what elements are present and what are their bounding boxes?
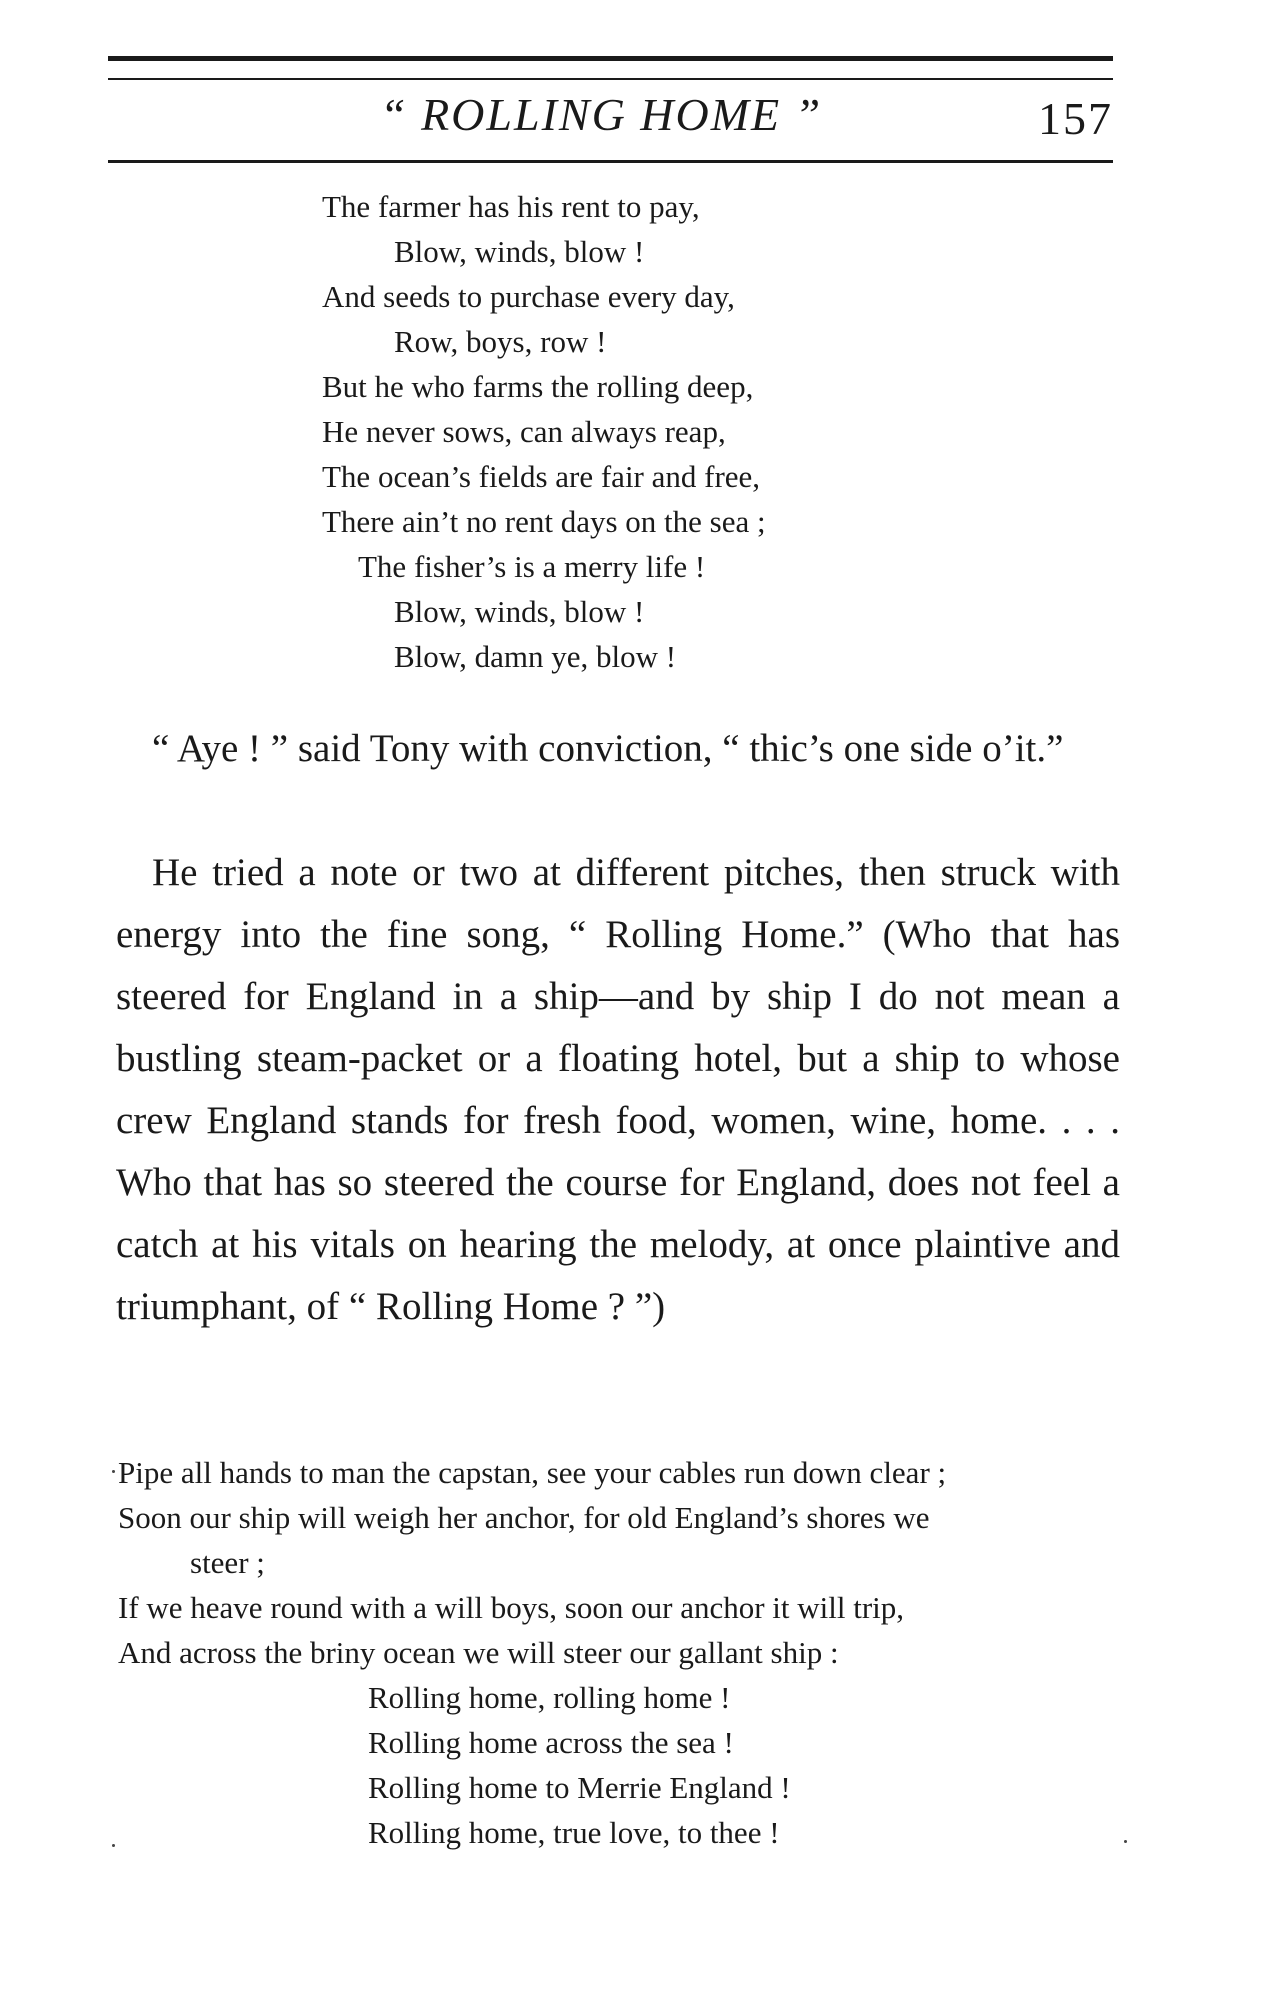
print-speck xyxy=(1124,1840,1127,1843)
verse-line: There ain’t no rent days on the sea ; xyxy=(322,504,766,539)
refrain-line: Rolling home across the sea ! xyxy=(368,1725,734,1760)
verse-line: Blow, winds, blow ! xyxy=(394,594,645,629)
verse-line: If we heave round with a will boys, soon our anchor it will trip, xyxy=(118,1590,905,1625)
verse-line: He never sows, can always reap, xyxy=(322,414,726,449)
header-rule-bottom xyxy=(108,160,1113,163)
refrain-line: Rolling home, true love, to thee ! xyxy=(368,1815,780,1850)
header-rule-thick xyxy=(108,56,1113,61)
print-speck xyxy=(112,1470,115,1473)
verse-line: The ocean’s fields are fair and free, xyxy=(322,459,761,494)
verse-line: Blow, winds, blow ! xyxy=(394,234,645,269)
verse-line: And across the briny ocean we will steer our gallant ship : xyxy=(118,1635,839,1670)
verse-line: steer ; xyxy=(190,1545,265,1580)
verse-line: And seeds to purchase every day, xyxy=(322,279,735,314)
verse-line: The fisher’s is a merry life ! xyxy=(358,549,706,584)
print-speck xyxy=(112,1844,115,1847)
page-number: 157 xyxy=(1038,93,1113,144)
verse-line: Soon our ship will weigh her anchor, for old England’s shores we xyxy=(118,1500,930,1535)
prose-paragraph-tony: “ Aye ! ” said Tony with conviction, “ thic’s one side o’it.” xyxy=(152,727,1064,770)
refrain-line: Rolling home to Merrie England ! xyxy=(368,1770,791,1805)
verse-line: But he who farms the rolling deep, xyxy=(322,369,754,404)
verse-line: The farmer has his rent to pay, xyxy=(322,189,700,224)
verse-line: Pipe all hands to man the capstan, see your cables run down clear ; xyxy=(118,1455,947,1490)
refrain-line: Rolling home, rolling home ! xyxy=(368,1680,731,1715)
header-rule-thin xyxy=(108,78,1113,80)
running-title: “ ROLLING HOME ” xyxy=(380,89,823,140)
prose-paragraph-rolling-home: He tried a note or two at different pitches, then struck with energy into the fine song, “ Rolling Home.” (Who that has steered for England in a ship—and by ship I do not mean a bustling steam-packet or a floating hotel, but a ship to whose crew England stands for fresh food, women, wine, home. . . . Who that has so steered the course for England, does not feel a catch at his vitals on hearing the melody, at once plaintive and triumphant, of “ Rolling Home ? ”) xyxy=(116,851,1120,1328)
verse-line: Blow, damn ye, blow ! xyxy=(394,639,677,674)
verse-stanza-capstan xyxy=(118,1450,1128,1855)
verse-line: Row, boys, row ! xyxy=(394,324,607,359)
verse-stanza-farmer xyxy=(322,184,766,679)
